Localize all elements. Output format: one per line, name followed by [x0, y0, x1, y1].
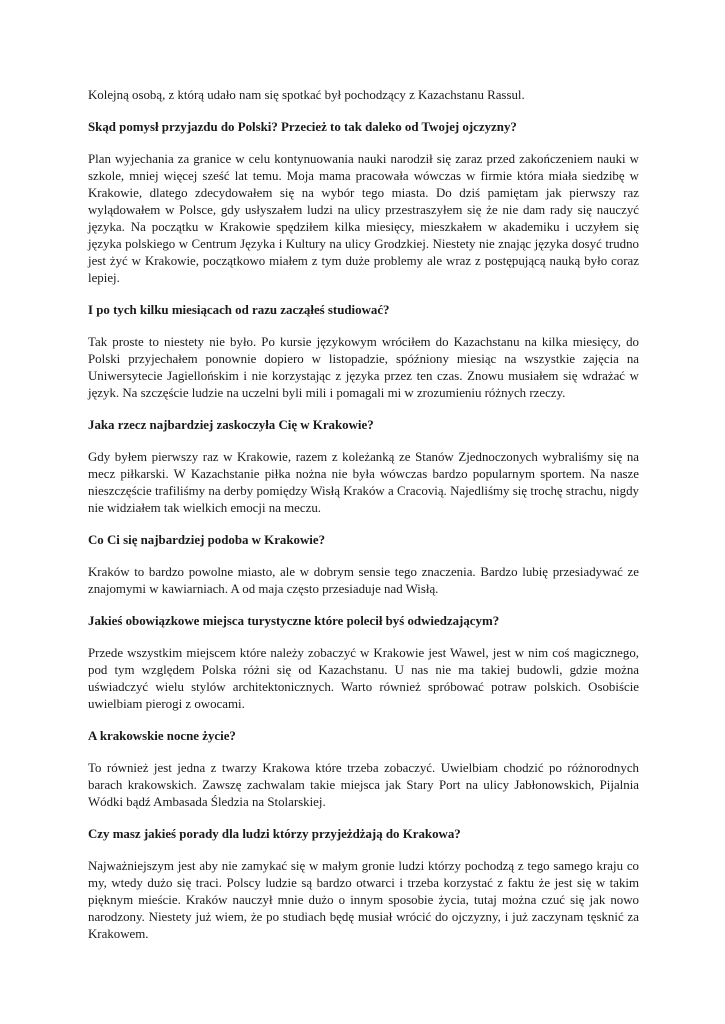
answer-paragraph: Kraków to bardzo powolne miasto, ale w dobrym sensie tego znaczenia. Bardzo lubię przesiadywać ze znajomymi w kawiarniach. A od maja często przesiaduje nad Wisłą.	[88, 565, 639, 596]
question-heading: Co Ci się najbardziej podoba w Krakowie?	[88, 533, 326, 547]
answer-paragraph: To również jest jedna z twarzy Krakowa które trzeba zobaczyć. Uwielbiam chodzić po różnorodnych barach krakowskich. Zawszę zachwalam takie miejsca jak Stary Port na ulicy Jabłonowskich, Pijalnia Wódki bądź Ambasada Śledzia na Stolarskiej.	[88, 761, 639, 809]
document-page	[88, 87, 639, 958]
answer-paragraph: Plan wyjechania za granice w celu kontynuowania nauki narodził się zaraz przed zakończeniem nauki w szkole, mniej więcej sześć lat temu. Moja mama pracowała wówczas w firmie która miała siedzibę w Krakowie, dlatego zdecydowałem się na wybór tego miasta. Do dziś pamiętam jak pierwszy raz wylądowałem w Polsce, gdy usłyszałem ludzi na ulicy przestraszyłem się że nie dam rady się nauczyć języka. Na początku w Krakowie spędziłem kilka miesięcy, mieszkałem w akademiku i uczyłem się języka polskiego w Centrum Języka i Kultury na ulicy Grodzkiej. Niestety nie znając języka dosyć trudno jest żyć w Krakowie, początkowo miałem z tym duże problemy ale wraz z postępującą nauką było coraz lepiej.	[88, 152, 639, 285]
answer-paragraph: Gdy byłem pierwszy raz w Krakowie, razem z koleżanką ze Stanów Zjednoczonych wybraliśmy się na mecz piłkarski. W Kazachstanie piłka nożna nie była wówczas bardzo popularnym sportem. Na nasze nieszczęście trafiliśmy na derby pomiędzy Wisłą Kraków a Cracovią. Najedliśmy się trochę strachu, nigdy nie widziałem tak wielkich emocji na meczu.	[88, 450, 639, 515]
question-heading: Czy masz jakieś porady dla ludzi którzy przyjeżdżają do Krakowa?	[88, 827, 461, 841]
question-heading: Jaka rzecz najbardziej zaskoczyła Cię w Krakowie?	[88, 418, 374, 432]
question-heading: I po tych kilku miesiącach od razu zacząłeś studiować?	[88, 303, 390, 317]
question-heading: Jakieś obowiązkowe miejsca turystyczne które polecił byś odwiedzającym?	[88, 614, 500, 628]
intro-paragraph: Kolejną osobą, z którą udało nam się spotkać był pochodzący z Kazachstanu Rassul.	[88, 88, 525, 102]
question-heading: A krakowskie nocne życie?	[88, 729, 236, 743]
answer-paragraph: Najważniejszym jest aby nie zamykać się w małym gronie ludzi którzy pochodzą z tego samego kraju co my, wtedy dużo się traci. Polscy ludzie są bardzo otwarci i trzeba korzystać z faktu że jest się w takim pięknym mieście. Kraków nauczył mnie dużo o innym sposobie życia, tutaj można czuć się jak nowo narodzony. Niestety już wiem, że po studiach będę musiał wrócić do ojczyzny, i już zaczynam tęsknić za Krakowem.	[88, 859, 639, 941]
answer-paragraph: Przede wszystkim miejscem które należy zobaczyć w Krakowie jest Wawel, jest w nim coś magicznego, pod tym względem Polska różni się od Kazachstanu. U nas nie ma takiej budowli, gdzie można uświadczyć wielu stylów architektonicznych. Warto również spróbować potraw polskich. Osobiście uwielbiam pierogi z owocami.	[88, 646, 639, 711]
question-heading: Skąd pomysł przyjazdu do Polski? Przecież to tak daleko od Twojej ojczyzny?	[88, 120, 517, 134]
answer-paragraph: Tak proste to niestety nie było. Po kursie językowym wróciłem do Kazachstanu na kilka miesięcy, do Polski przyjechałem ponownie dopiero w listopadzie, spóźniony miesiąc na wszystkie zajęcia na Uniwersytecie Jagiellońskim i nie korzystając z języka przez ten czas. Znowu musiałem się wdrażać w język. Na szczęście ludzie na uczelni byli mili i pomagali mi w zrozumieniu różnych rzeczy.	[88, 335, 639, 400]
